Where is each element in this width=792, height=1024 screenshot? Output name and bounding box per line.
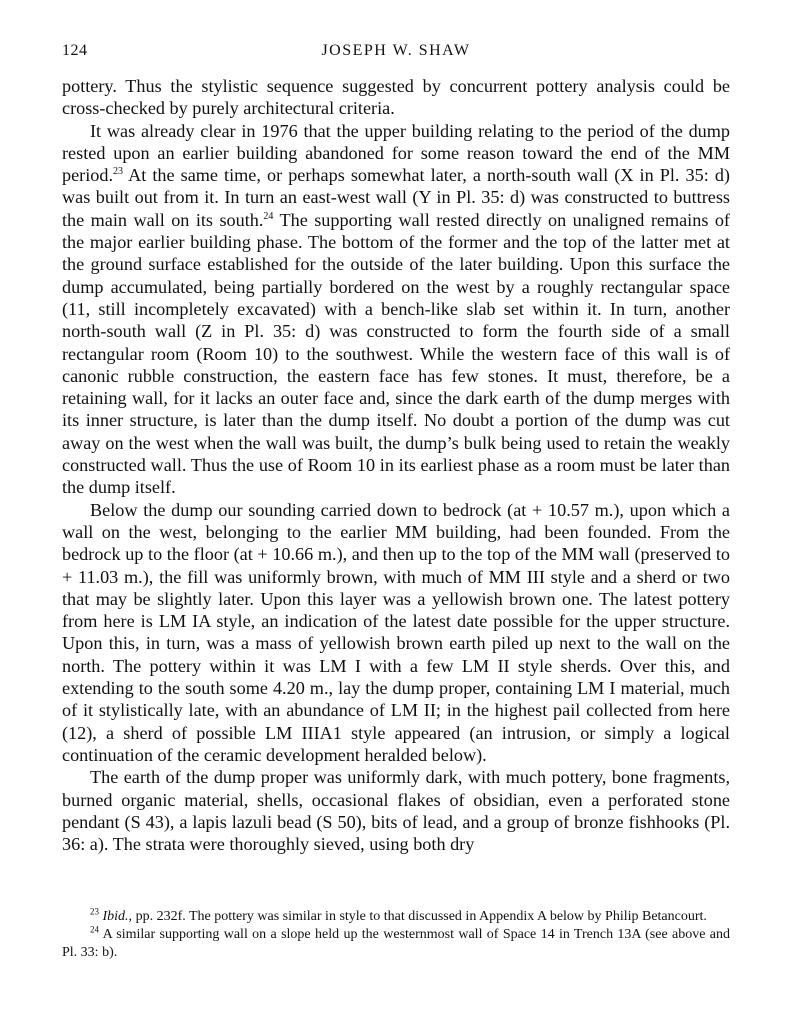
footnote-24-text: A similar supporting wall on a slope held up the westernmost wall of Space 14 in Trench 13A (see above and Pl. 33: b). [62, 927, 730, 960]
paragraph-1: pottery. Thus the stylistic sequence suggested by concurrent pottery analysis could be cross-checked by purely architectural criteria. [62, 76, 730, 119]
body-text [62, 75, 730, 855]
paragraph-2-part-c: The supporting wall rested directly on unaligned remains of the major earlier building phase. The bottom of the former and the top of the latter met at the ground surface established for the outside of the later building. Upon this surface the dump accumulated, being partially bordered on the west by a roughly rectangular space (11, still incompletely excavated) with a bench-like slab set within it. In turn, another north-south wall (Z in Pl. 35: d) was constructed to form the fourth side of a small rectangular room (Room 10) to the southwest. While the western face of this wall is of canonic rubble construction, the eastern face has few stones. It must, therefore, be a retaining wall, for it lacks an outer face and, since the dark earth of the dump merges with its inner structure, is later than the dump itself. No doubt a portion of the dump was cut away on the west when the wall was built, the dump’s bulk being used to retain the weakly constructed wall. Thus the use of Room 10 in its earliest phase as a room must be later than the dump itself. [62, 209, 730, 498]
running-head-author: JOSEPH W. SHAW [321, 42, 471, 59]
footnote-23-number: 23 [90, 906, 99, 917]
footnote-23 [62, 908, 730, 926]
paragraph-4: The earth of the dump proper was uniformly dark, with much pottery, bone fragments, burned organic material, shells, occasional flakes of obsidian, even a perforated stone pendant (S 43), a lapis lazuli bead (S 50), bits of lead, and a group of bronze fishhooks (Pl. 36: a). The strata were thoroughly sieved, using both dry [62, 767, 730, 855]
footnotes [62, 908, 730, 962]
paragraph-2-part-a: It was already clear in 1976 that the upper building relating to the period of the dump rested upon an earlier building abandoned for some reason toward the end of the MM period. [62, 120, 730, 186]
paragraph-2-part-b: At the same time, or perhaps somewhat later, a north-south wall (X in Pl. 35: d) was built out from it. In turn an east-west wall (Y in Pl. 35: d) was constructed to buttress the main wall on its south. [62, 165, 730, 230]
paragraph-3: Below the dump our sounding carried down to bedrock (at + 10.57 m.), upon which a wall on the west, belonging to the earlier MM building, had been founded. From the bedrock up to the floor (at + 10.66 m.), and then up to the top of the MM wall (preserved to + 11.03 m.), the fill was uniformly brown, with much of MM III style and a sherd or two that may be slightly later. Upon this layer was a yellowish brown one. The latest pottery from here is LM IA style, an indication of the latest date possible for the upper structure. Upon this, in turn, was a mass of yellowish brown earth piled up next to the wall on the north. The pottery within it was LM I with a few LM II style sherds. Over this, and extending to the south some 4.20 m., lay the dump proper, containing LM I material, much of it stylistically late, with an abundance of LM II; in the highest pail collected from here (12), a sherd of possible LM IIIA1 style appeared (an intrusion, or simply a logical continuation of the ceramic development heralded below). [62, 499, 730, 765]
footnote-marker-23[interactable]: 23 [113, 166, 124, 178]
footnote-24-number: 24 [90, 924, 99, 935]
footnote-23-text: pp. 232f. The pottery was similar in style to that discussed in Appendix A below by Philip Betancourt. [132, 909, 707, 924]
footnote-marker-24[interactable]: 24 [263, 210, 274, 222]
running-head [62, 42, 730, 64]
footnote-24 [62, 926, 730, 962]
page-number: 124 [62, 42, 88, 59]
paragraph-2 [62, 120, 730, 499]
footnote-23-ibid: Ibid., [102, 909, 133, 924]
